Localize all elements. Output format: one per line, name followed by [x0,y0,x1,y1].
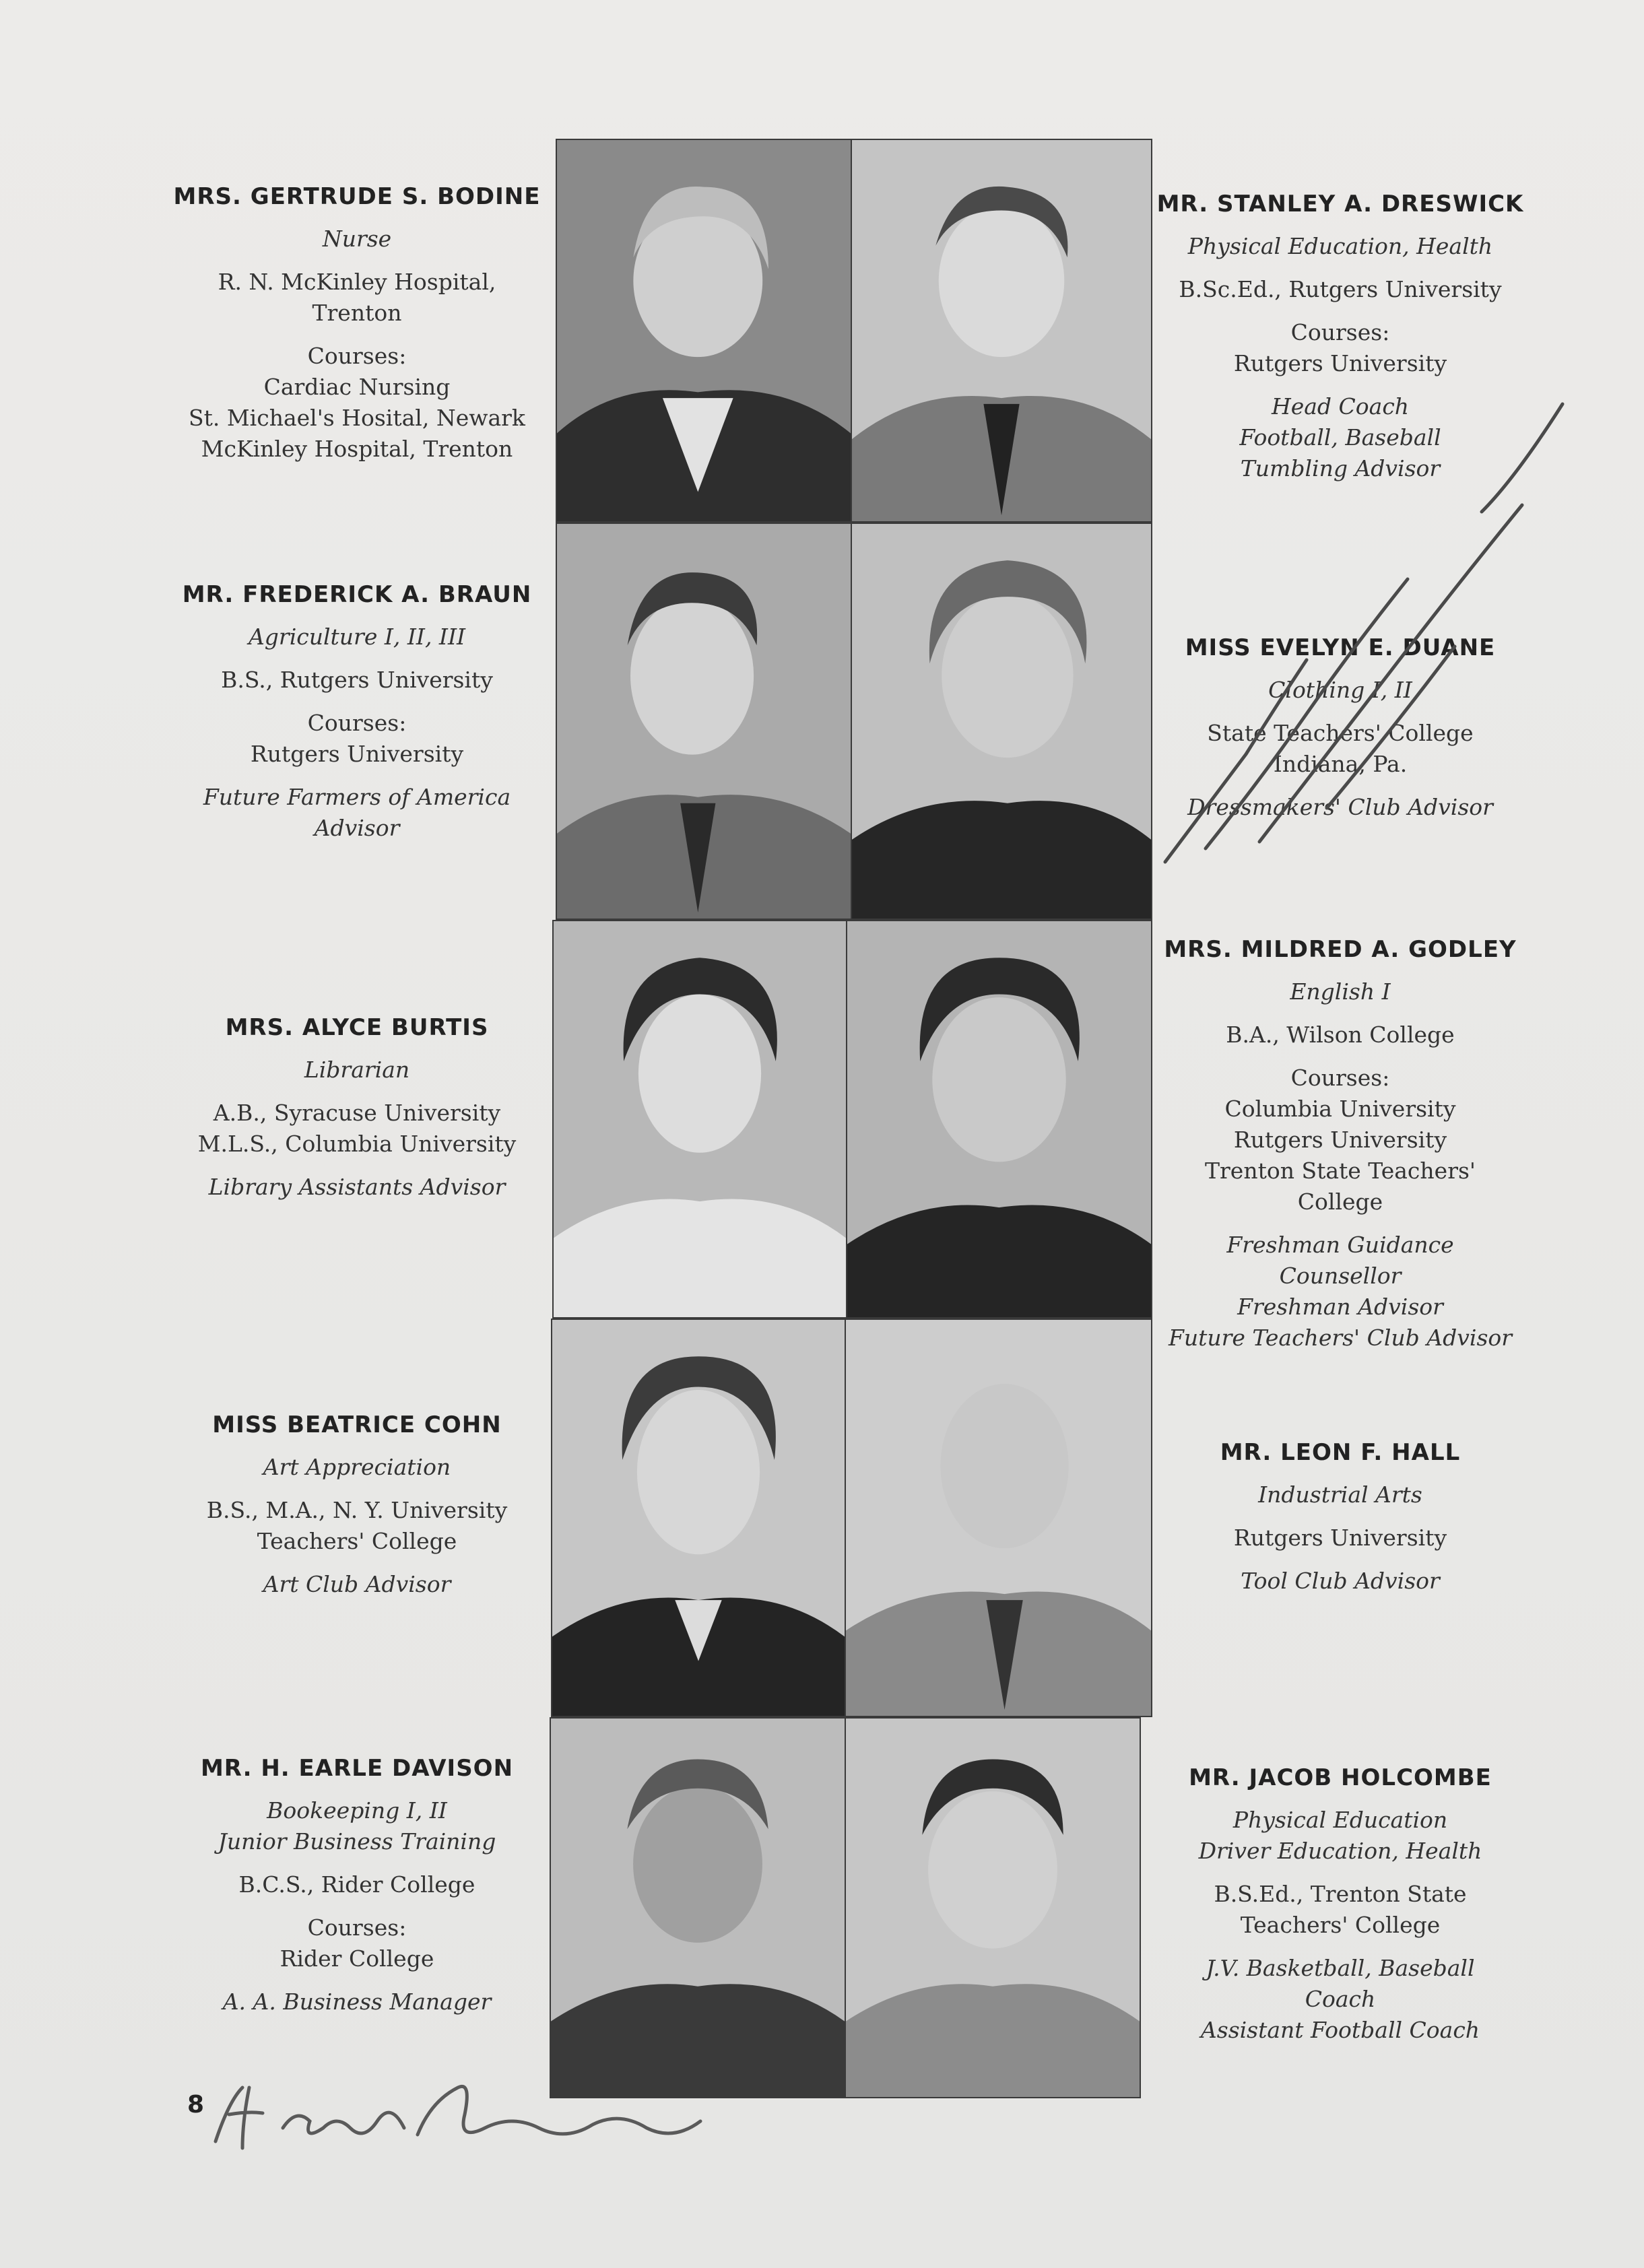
bio-line: Driver Education, Health [1198,1838,1482,1864]
bio-line: R. N. McKinley Hospital, [218,269,496,295]
bio-line: Columbia University [1224,1096,1456,1122]
bio-line: Industrial Arts [1258,1481,1422,1508]
teacher-name: MR. JACOB HOLCOMBE [1189,1764,1492,1791]
bio-line: St. Michael's Hosital, Newark [189,405,525,431]
bio-line: B.S., Rutgers University [221,667,493,693]
bio-line: Freshman Advisor [1237,1294,1443,1320]
bio-line: Nurse [322,226,392,252]
bio-line: B.A., Wilson College [1226,1022,1455,1048]
bio-line: Physical Education, Health [1187,233,1493,259]
bio-line: Courses: [1290,319,1390,345]
bio-line: Library Assistants Advisor [208,1174,506,1200]
bio-line: Future Farmers of America [203,784,511,810]
bio-line: Advisor [314,815,400,841]
bio-line: English I [1290,978,1391,1005]
bio-line: Courses: [307,343,407,369]
portrait-bodine [556,139,852,523]
teacher-name: MISS BEATRICE COHN [212,1411,502,1438]
teacher-name: MR. STANLEY A. DRESWICK [1156,191,1524,218]
bio-line: Rutgers University [250,741,464,767]
teacher-name: MRS. ALYCE BURTIS [225,1014,489,1041]
bio-line: Indiana, Pa. [1273,751,1408,777]
bio-line: State Teachers' College [1207,720,1474,746]
portrait-davison [550,1717,846,2098]
portrait-holcombe [845,1717,1141,2098]
bio-line: Counsellor [1279,1263,1402,1289]
bio-line: Courses: [1290,1065,1390,1091]
bio-left-2 [168,1014,546,1203]
bio-line: Courses: [307,1914,407,1941]
bio-line: Head Coach [1271,393,1410,420]
bio-line: Rutgers University [1233,350,1447,376]
bio-line: Junior Business Training [218,1828,496,1855]
portrait-cohn [551,1319,846,1717]
bio-line: Librarian [304,1057,410,1083]
bio-line: Rutgers University [1233,1127,1447,1153]
portrait-burtis [552,920,847,1319]
teacher-name: MR. LEON F. HALL [1220,1439,1461,1466]
page-number: 8 [187,2091,205,2119]
bio-right-2 [1152,936,1529,1354]
bio-line: B.C.S., Rider College [238,1871,475,1898]
bio-line: B.S., M.A., N. Y. University [206,1497,508,1523]
bio-line: Dressmakers' Club Advisor [1187,794,1493,820]
bio-line: Agriculture I, II, III [248,624,466,650]
bio-line: Teachers' College [257,1528,457,1554]
bio-line: Freshman Guidance [1226,1232,1454,1258]
bio-left-4 [168,1755,546,2017]
bio-line: Teachers' College [1240,1912,1441,1938]
bio-line: Cardiac Nursing [263,374,451,400]
bio-line: College [1297,1189,1383,1215]
portrait-godley [846,920,1152,1319]
bio-line: Clothing I, II [1268,677,1412,703]
bio-line: A.B., Syracuse University [213,1100,501,1126]
bio-right-4 [1152,1764,1529,2046]
bio-left-0 [168,183,546,465]
teacher-name: MR. H. EARLE DAVISON [200,1755,514,1782]
bio-line: Art Appreciation [263,1454,451,1480]
teacher-name: MRS. GERTRUDE S. BODINE [173,183,541,210]
bio-line: Tool Club Advisor [1241,1568,1440,1594]
bio-left-3 [168,1411,546,1600]
bio-line: Future Teachers' Club Advisor [1168,1325,1513,1351]
bio-line: B.S.Ed., Trenton State [1214,1881,1467,1907]
teacher-name: MR. FREDERICK A. BRAUN [182,581,532,608]
bio-line: Trenton [312,300,402,326]
teacher-name: MISS EVELYN E. DUANE [1185,634,1496,661]
bio-line: Football, Baseball [1239,424,1441,451]
bio-line: Trenton State Teachers' [1205,1158,1476,1184]
bio-line: Art Club Advisor [263,1571,451,1597]
portrait-braun [556,523,852,920]
bio-line: Tumbling Advisor [1240,455,1441,481]
bio-right-3 [1152,1439,1529,1597]
bio-line: Rutgers University [1233,1525,1447,1551]
bio-line: Physical Education [1232,1807,1448,1833]
bio-line: B.Sc.Ed., Rutgers University [1179,276,1502,302]
bio-line: J.V. Basketball, Baseball [1206,1955,1475,1981]
bio-line: Coach [1305,1986,1376,2012]
bio-line: McKinley Hospital, Trenton [201,436,513,462]
bio-line: Assistant Football Coach [1200,2017,1480,2043]
bio-left-1 [168,581,546,844]
davison-signature [202,2061,727,2162]
bio-line: Bookeeping I, II [267,1797,447,1824]
bio-line: A. A. Business Manager [222,1989,492,2015]
teacher-name: MRS. MILDRED A. GODLEY [1164,936,1517,963]
portrait-hall [845,1319,1152,1717]
handwritten-inscription [1105,377,1616,889]
bio-line: Courses: [307,710,407,736]
bio-line: M.L.S., Columbia University [197,1131,517,1157]
bio-line: Rider College [280,1945,434,1972]
